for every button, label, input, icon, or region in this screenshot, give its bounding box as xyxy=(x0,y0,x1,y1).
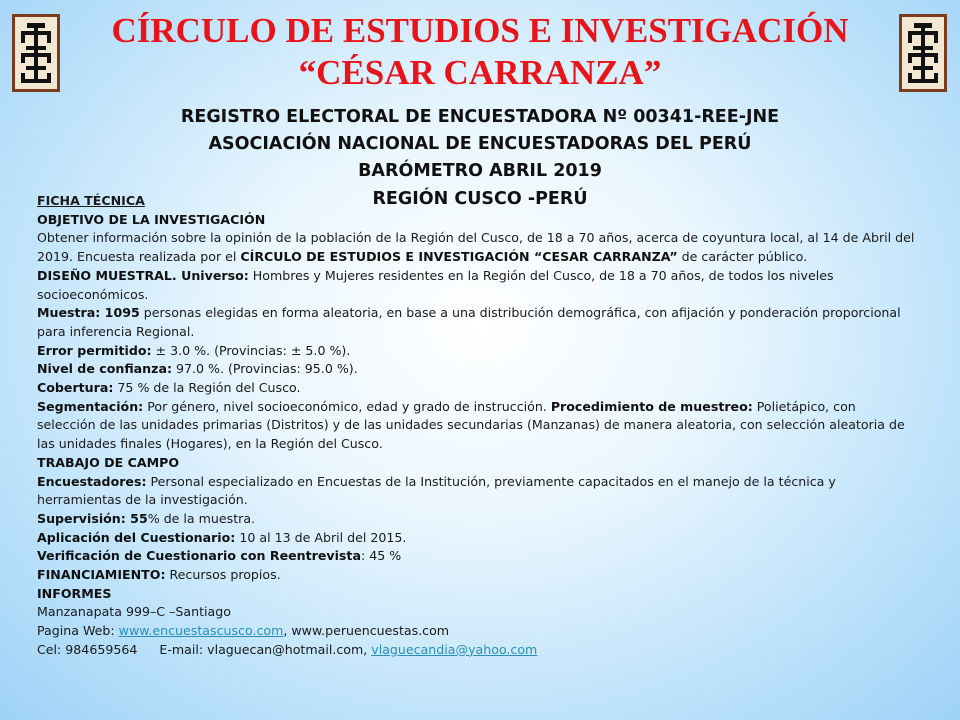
address-line: Manzanapata 999–C –Santiago xyxy=(37,604,231,620)
segmentacion-paragraph: Segmentación: Por género, nivel socioeconómico, edad y grado de instrucción. Procedimiento de muestreo: Polietápico, con selección de las unidades primarias (Distritos) y de las unidades secundarias (Manzanas) de manera aleatoria, con selección aleatoria de las unidades finales (Hogares), en la Región del Cusco. xyxy=(37,398,905,452)
ficha-heading: FICHA TÉCNICA xyxy=(37,193,145,208)
verificacion-line: Verificación de Cuestionario con Reentrevista: 45 % xyxy=(37,548,402,564)
aplicacion-line: Aplicación del Cuestionario: 10 al 13 de Abril del 2015. xyxy=(37,529,407,545)
contact-line xyxy=(37,641,917,660)
confianza-line: Nivel de confianza: 97.0 %. (Provincias: 95.0 %). xyxy=(37,361,358,377)
web-line: Pagina Web: www.encuestascusco.com, www.peruencuestas.com xyxy=(37,623,450,639)
cobertura-line: Cobertura: 75 % de la Región del Cusco. xyxy=(37,380,301,396)
trabajo-label: TRABAJO DE CAMPO xyxy=(37,454,180,470)
objetivo-paragraph: Obtener información sobre la opinión de la población de la Región del Cusco, de 18 a 70 años, acerca de coyuntura local, al 14 de Abril del 2019. Encuesta realizada por el CÍRCULO DE ESTUDIOS E INVESTIGACIÓN “CESAR CARRANZA” de carácter público. xyxy=(37,230,915,265)
phone-text: Cel: 984659564 xyxy=(37,641,138,657)
andean-glyph-logo-icon xyxy=(899,14,947,92)
encuestadores-paragraph: Encuestadores: Personal especializado en Encuestas de la Institución, previamente capacitados en el manejo de la técnica y herramientas de la investigación. xyxy=(37,473,836,508)
page-title-line-2: “CÉSAR CARRANZA” xyxy=(298,53,662,92)
website-link[interactable]: www.encuestascusco.com xyxy=(118,623,284,639)
error-line: Error permitido: ± 3.0 %. (Provincias: ± 5.0 %). xyxy=(37,342,351,358)
email-link[interactable]: vlaguecandia@yahoo.com xyxy=(371,641,538,657)
region-subtitle: REGIÓN CUSCO -PERÚ xyxy=(372,189,588,209)
diseno-paragraph: DISEÑO MUESTRAL. Universo: Hombres y Mujeres residentes en la Región del Cusco, de 18 a 70 años, de todos los niveles socioeconómicos. xyxy=(37,267,834,302)
registry-subtitle: REGISTRO ELECTORAL DE ENCUESTADORA Nº 00341-REE-JNE xyxy=(180,107,780,127)
page-title: CÍRCULO DE ESTUDIOS E INVESTIGACIÓN xyxy=(111,11,849,50)
technical-sheet xyxy=(37,192,917,660)
informes-label: INFORMES xyxy=(37,585,112,601)
barometer-subtitle: BARÓMETRO ABRIL 2019 xyxy=(358,161,602,181)
financiamiento-line: FINANCIAMIENTO: Recursos propios. xyxy=(37,567,281,583)
objetivo-label: OBJETIVO DE LA INVESTIGACIÓN xyxy=(37,211,266,227)
supervision-line: Supervisión: 55% de la muestra. xyxy=(37,510,256,526)
email-text: E-mail: vlaguecan@hotmail.com, xyxy=(159,641,372,657)
association-subtitle: ASOCIACIÓN NACIONAL DE ENCUESTADORAS DEL PERÚ xyxy=(208,134,752,154)
andean-glyph-logo-icon xyxy=(12,14,60,92)
muestra-paragraph: Muestra: 1095 personas elegidas en forma aleatoria, en base a una distribución demográfica, con afijación y ponderación proporcional para inferencia Regional. xyxy=(37,305,901,339)
